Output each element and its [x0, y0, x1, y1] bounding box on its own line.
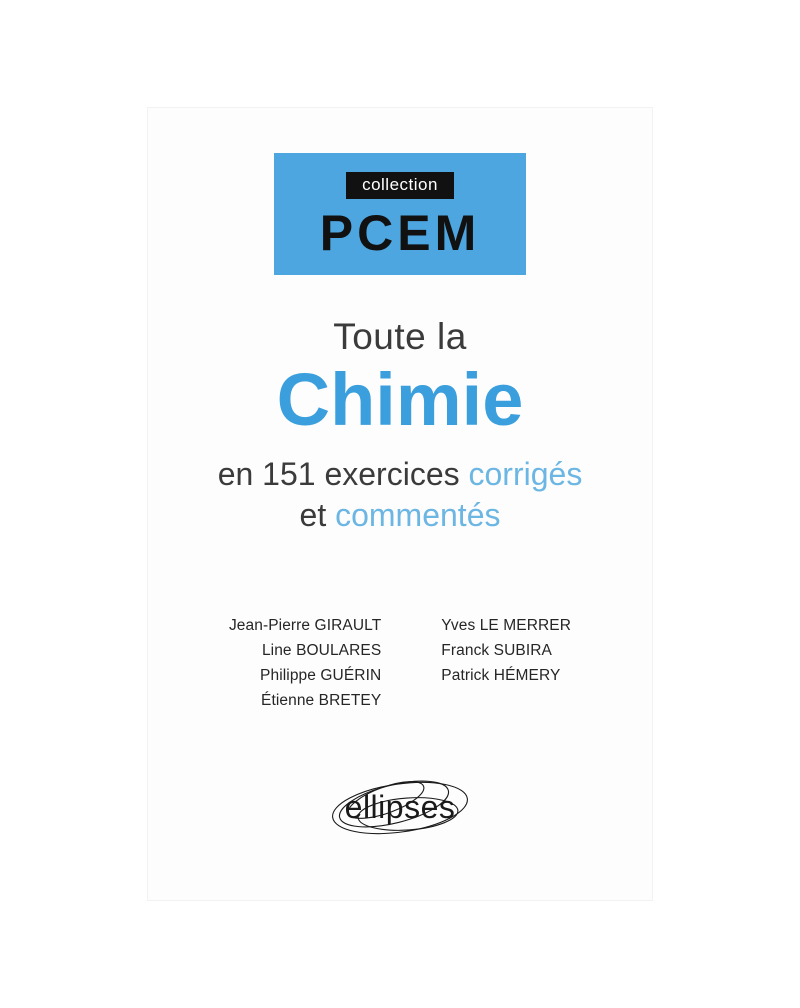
collection-banner — [274, 153, 526, 275]
book-cover — [148, 108, 652, 900]
author-column-left — [229, 613, 381, 713]
subtitle-line-1 — [148, 454, 652, 495]
publisher-logo — [148, 753, 652, 863]
author-name: Franck SUBIRA — [441, 642, 552, 660]
author-name: Yves LE MERRER — [441, 617, 572, 634]
subtitle-line-2-accent: commentés — [335, 496, 501, 533]
author-name: Philippe GUÉRIN — [260, 667, 382, 685]
author-name: Line BOULARES — [261, 642, 382, 660]
publisher-name: ellipses — [344, 789, 456, 825]
collection-name: PCEM — [319, 205, 481, 261]
title-line-top: Toute la — [333, 316, 467, 357]
subtitle-line-1-plain: en 151 exercices — [217, 455, 469, 492]
author-column-right — [441, 613, 571, 713]
author-name: Étienne BRETEY — [261, 692, 382, 710]
author-name: Patrick HÉMERY — [441, 667, 561, 685]
author-list — [148, 613, 652, 713]
collection-label: collection — [346, 172, 454, 199]
subtitle-line-1-accent: corrigés — [468, 455, 583, 492]
title-block — [148, 316, 652, 536]
subtitle-line-2-plain: et — [299, 496, 336, 533]
subtitle — [148, 454, 652, 536]
author-name: Jean-Pierre GIRAULT — [228, 617, 382, 634]
page-title: Chimie — [276, 358, 524, 441]
subtitle-line-2 — [148, 495, 652, 536]
